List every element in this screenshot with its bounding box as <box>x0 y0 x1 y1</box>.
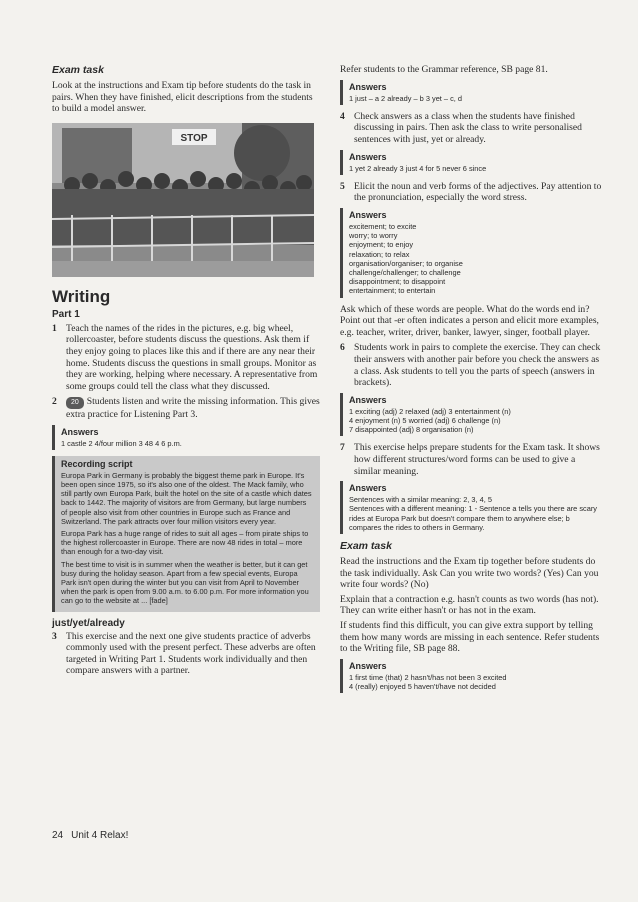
answers-5-line: relaxation; to relax <box>349 249 410 259</box>
item-2 <box>52 396 320 420</box>
answers-box-2 <box>52 425 320 450</box>
answers-5-line: challenge/challenger; to challenge <box>349 267 461 277</box>
audio-track-icon: 20 <box>66 397 84 409</box>
item-3-number: 3 <box>52 630 57 642</box>
answers-8-line: 1 first time (that) 2 hasn't/has not been 3 excited <box>349 672 507 682</box>
item-3-text: This exercise and the next one give students practice of adverbs commonly used with the present perfect. These adverbs are often targeted in Writing Part 1. Students work individually and then compare answers with a partner. <box>66 630 316 677</box>
answers-5-line: worry; to worry <box>349 231 398 241</box>
answers-5-line: excitement; to excite <box>349 221 417 231</box>
item-5-text: Elicit the noun and verb forms of the adjectives. Pay attention to the pronunciation, especially the word stress. <box>354 180 602 204</box>
right-column <box>340 64 602 699</box>
answers-box-7 <box>340 481 602 534</box>
recording-script-title: Recording script <box>61 458 133 469</box>
item-2-text: Students listen and write the missing information. This gives extra practice for Listening Part 3. <box>66 396 320 420</box>
exam-task-heading: Exam task <box>52 64 104 76</box>
script-paragraph-1: Europa Park in Germany is probably the biggest theme park in Europe. It's been open since 1975, so it's also one of the oldest. The Mack family, who still partly own Europa Park, built the hotel on the site of a castle which dates back to 1442. The majority of visitors are from Germany, but large numbers of people also visit from other countries in Europe such as France and Switzerland. The park attracts over four million visitors every year. <box>61 470 312 526</box>
part-heading: Part 1 <box>52 308 80 320</box>
recording-script-box <box>52 456 320 612</box>
ask-people-text: Ask which of these words are people. What do the words end in? Point out that -er often indicates a person and elicit more examples, e.g. teacher, writer, driver, banker, lawyer, singer, football player. <box>340 303 599 338</box>
answers-box-6 <box>340 393 602 437</box>
answers-7-line: Sentences with a similar meaning: 2, 3, 4, 5 <box>349 495 492 505</box>
answers-4-title: Answers <box>349 151 387 162</box>
answers-3-title: Answers <box>349 81 387 92</box>
grammar-reference-text: Refer students to the Grammar reference, SB page 81. <box>340 64 548 75</box>
page-footer <box>52 830 128 841</box>
item-5 <box>340 181 602 204</box>
crowd-photo <box>52 123 314 277</box>
answers-box-3 <box>340 80 602 105</box>
item-7 <box>340 442 602 477</box>
answers-5-title: Answers <box>349 209 387 220</box>
answers-6-line: 7 disappointed (adj) 8 organisation (n) <box>349 425 474 435</box>
answers-box-5 <box>340 208 602 298</box>
item-7-number: 7 <box>340 442 345 454</box>
answers-7-line: Sentences with a different meaning: 1 - Sentence a tells you there are scary rides at Europa Park but doesn't compare them to anywhere else; b compares the rides to others in Germany. <box>349 504 598 532</box>
answers-6-line: 1 exciting (adj) 2 relaxed (adj) 3 entertainment (n) <box>349 406 511 416</box>
item-6-text: Students work in pairs to complete the exercise. They can check their answers with another pair before you check the answers as a class. Ask students to tell you the parts of speech (answers in brackets). <box>354 342 601 389</box>
item-2-number: 2 <box>52 396 57 408</box>
just-yet-already-heading: just/yet/already <box>52 617 125 629</box>
answers-5-line: enjoyment; to enjoy <box>349 240 414 250</box>
answers-title: Answers <box>61 426 99 437</box>
exam-task-2-paragraph-1: Read the instructions and the Exam tip together before students do the task individually. Ask Can you write two words? (Yes) Can you write four words? (No) <box>340 555 599 591</box>
script-paragraph-2: Europa Park has a huge range of rides to suit all ages – from pirate ships to the highest rollercoaster in Europe. There are now 48 rides in total – more than enough for a two-day visit. <box>61 528 309 557</box>
exam-task-2-paragraph-3: If students find this difficult, you can give extra support by telling them how many words are missing in each sentence. Refer students to the Writing file, SB page 88. <box>340 619 600 655</box>
unit-label: Unit 4 Relax! <box>71 830 129 841</box>
item-1-number: 1 <box>52 322 57 334</box>
item-5-number: 5 <box>340 180 345 192</box>
answers-box-4 <box>340 150 602 175</box>
answers-4-text: 1 yet 2 already 3 just 4 for 5 never 6 since <box>349 163 487 173</box>
exam-task-text: Look at the instructions and Exam tip before students do the task in pairs. When they have finished, elicit descriptions from the students to build a model answer. <box>52 80 313 115</box>
answers-5-line: entertainment; to entertain <box>349 286 436 296</box>
item-3 <box>52 631 320 677</box>
stop-sign-text: STOP <box>180 132 208 144</box>
answers-8-title: Answers <box>349 660 387 671</box>
item-1 <box>52 323 320 393</box>
item-4-text: Check answers as a class when the students have finished discussing in pairs. Then ask the class to write personalised sentences with just, yet or already. <box>354 110 582 145</box>
answers-box-8 <box>340 659 602 693</box>
crowd-photo-image <box>52 123 314 277</box>
writing-heading: Writing <box>52 286 111 306</box>
item-7-text: This exercise helps prepare students for the Exam task. It shows how different structures/word forms can be used to give a similar meaning. <box>354 442 600 477</box>
page-number: 24 <box>52 830 64 841</box>
answers-5-line: disappointment; to disappoint <box>349 277 446 287</box>
answers-6-line: 4 enjoyment (n) 5 worried (adj) 6 challenge (n) <box>349 415 501 425</box>
script-paragraph-3: The best time to visit is in summer when the weather is better, but it can get busy during the holiday season. Apart from a few special events, Europa Park isn't open during the winter but you can visit from April to November when the park is open from 9.00 a.m. to 6.00 p.m. For more information you can go to the website at ... [fade] <box>61 559 309 606</box>
item-1-text: Teach the names of the rides in the pictures, e.g. big wheel, rollercoaster, before students discuss the questions. Ask them if they enjoy going to places like this and if there are any near their home. Students discuss the questions in small groups. Monitor as they are working, helping where necessary. A representative from some groups could tell the class what they discussed. <box>66 322 318 392</box>
item-6 <box>340 342 602 388</box>
answers-5-line: organisation/organiser; to organise <box>349 258 463 268</box>
answers-3-text: 1 just – a 2 already – b 3 yet – c, d <box>349 93 462 103</box>
answers-text: 1 castle 2 4/four million 3 48 4 6 p.m. <box>61 438 182 448</box>
item-4 <box>340 111 602 146</box>
answers-8-line: 4 (really) enjoyed 5 haven't/have not decided <box>349 681 496 691</box>
left-column <box>52 64 320 677</box>
answers-7-title: Answers <box>349 483 387 494</box>
item-4-number: 4 <box>340 110 345 122</box>
item-6-number: 6 <box>340 342 345 354</box>
exam-task-2-heading: Exam task <box>340 539 392 552</box>
exam-task-2-paragraph-2: Explain that a contraction e.g. hasn't counts as two words (has not). They can write either hasn't or has not in the exam. <box>340 593 599 617</box>
answers-6-title: Answers <box>349 394 387 405</box>
